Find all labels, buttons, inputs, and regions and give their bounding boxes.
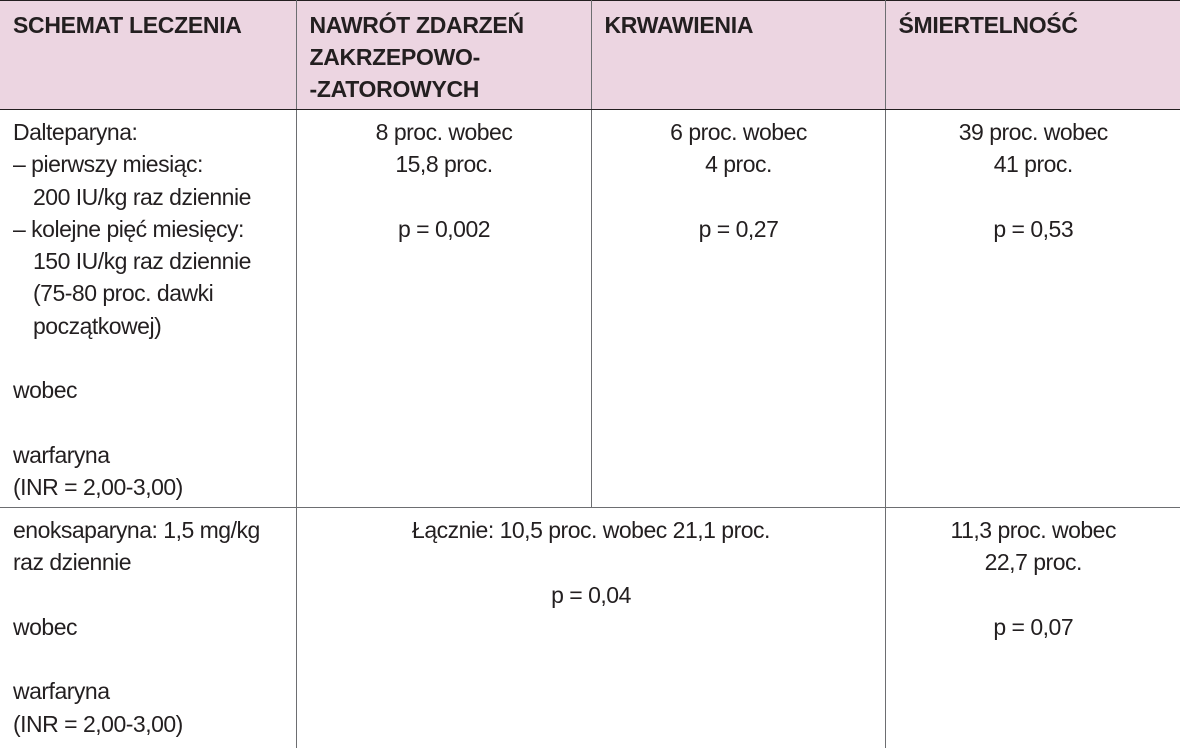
header-treatment-regimen: SCHEMAT LECZENIA	[0, 1, 296, 110]
header-bleeding: KRWAWIENIA	[591, 1, 885, 110]
cell-combined-enoxaparin: Łącznie: 10,5 proc. wobec 21,1 proc. p = 0,04	[296, 508, 885, 748]
drug-name: Dalteparyna:	[13, 119, 138, 145]
inr-range: (INR = 2,00-3,00)	[13, 710, 183, 737]
p-value: p = 0,53	[993, 215, 1074, 242]
p-value: p = 0,07	[993, 613, 1074, 640]
cell-regimen-enoxaparin	[0, 508, 296, 748]
versus-label: wobec	[13, 377, 77, 404]
p-value: p = 0,27	[698, 215, 779, 242]
comparator-drug: warfaryna	[13, 678, 110, 705]
dose-frequency: raz dziennie	[13, 549, 132, 576]
p-value: p = 0,04	[551, 581, 631, 608]
cell-mortality-dalteparin: 39 proc. wobec 41 proc. p = 0,53	[885, 110, 1180, 508]
dose-period-label: – pierwszy miesiąc:	[13, 151, 203, 178]
table-row-dalteparin	[0, 110, 1180, 508]
drug-name: enoksaparyna: 1,5 mg/kg	[13, 517, 260, 543]
p-value: p = 0,002	[397, 215, 491, 242]
inr-range: (INR = 2,00-3,00)	[13, 474, 183, 501]
header-row	[0, 1, 1180, 110]
dose-value: 150 IU/kg raz dziennie	[33, 248, 251, 275]
cell-mortality-enoxaparin: 11,3 proc. wobec 22,7 proc. p = 0,07	[885, 508, 1180, 748]
cell-regimen-dalteparin	[0, 110, 296, 508]
cell-recurrence-dalteparin: 8 proc. wobec 15,8 proc. p = 0,002	[296, 110, 591, 508]
comparator-drug: warfaryna	[13, 441, 110, 468]
dose-note: początkowej)	[33, 312, 162, 339]
dose-value: 200 IU/kg raz dziennie	[33, 183, 251, 210]
versus-label: wobec	[13, 613, 77, 640]
table-row-enoxaparin	[0, 508, 1180, 748]
dose-period-label: – kolejne pięć miesięcy:	[13, 215, 244, 242]
header-mortality: ŚMIERTELNOŚĆ	[885, 1, 1180, 110]
header-thromboembolic-recurrence: NAWRÓT ZDARZEŃ ZAKRZEPOWO- -ZATOROWYCH	[296, 1, 591, 110]
dose-note: (75-80 proc. dawki	[33, 280, 214, 307]
cell-bleeding-dalteparin: 6 proc. wobec 4 proc. p = 0,27	[591, 110, 885, 508]
